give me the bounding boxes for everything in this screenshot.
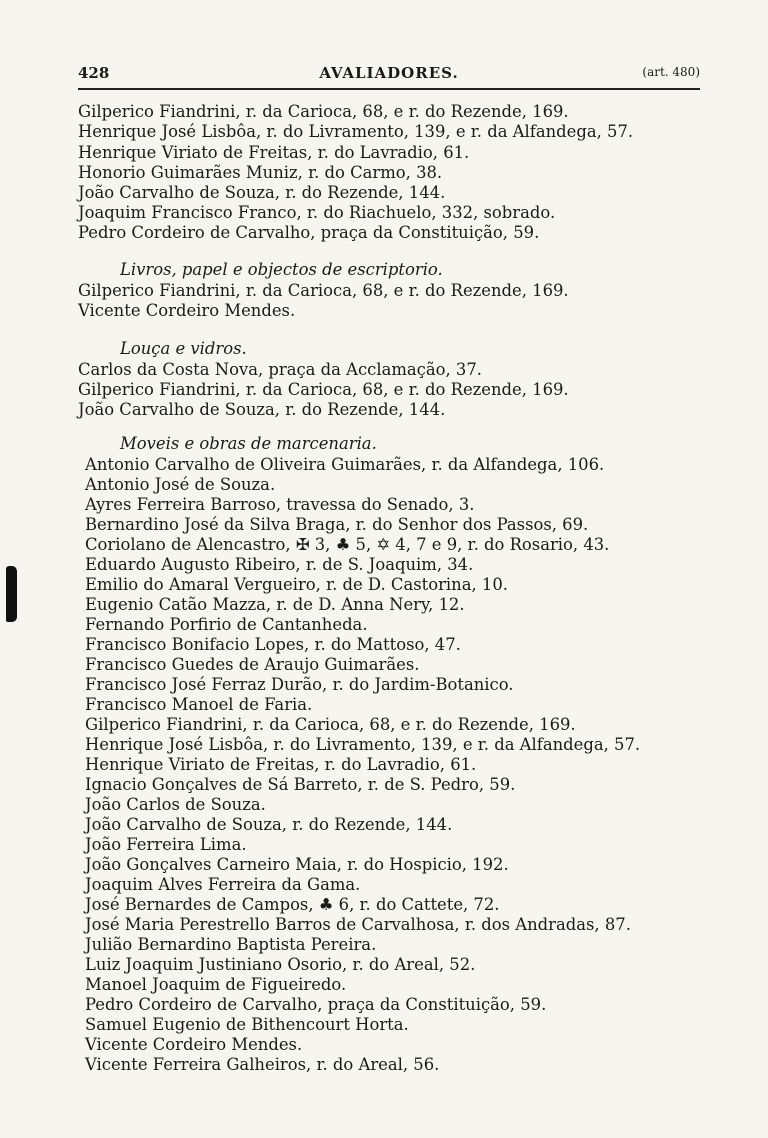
list-item: José Bernardes de Campos, ♣ 6, r. do Cattete, 72.	[85, 895, 500, 914]
header-rule	[78, 88, 700, 90]
list-item: Gilperico Fiandrini, r. da Carioca, 68, e r. do Rezende, 169.	[85, 715, 576, 734]
page-header	[78, 64, 700, 86]
list-item: Eugenio Catão Mazza, r. de D. Anna Nery, 12.	[85, 595, 465, 614]
list-item: Antonio José de Souza.	[85, 475, 276, 494]
list-item: Vicente Ferreira Galheiros, r. do Areal, 56.	[85, 1055, 440, 1074]
list-item: Henrique José Lisbôa, r. do Livramento, 139, e r. da Alfandega, 57.	[78, 122, 634, 141]
list-item: Vicente Cordeiro Mendes.	[78, 301, 296, 320]
list-item: João Carvalho de Souza, r. do Rezende, 144.	[85, 815, 453, 834]
list-item: João Carlos de Souza.	[85, 795, 266, 814]
list-item: Henrique Viriato de Freitas, r. do Lavradio, 61.	[85, 755, 477, 774]
section-heading-livros: Livros, papel e objectos de escriptorio.	[120, 260, 443, 279]
running-title: AVALIADORES.	[319, 64, 459, 82]
list-item: Gilperico Fiandrini, r. da Carioca, 68, e r. do Rezende, 169.	[78, 281, 569, 300]
list-item: João Ferreira Lima.	[85, 835, 247, 854]
list-item: Julião Bernardino Baptista Pereira.	[85, 935, 377, 954]
list-item: João Carvalho de Souza, r. do Rezende, 144.	[78, 400, 446, 419]
list-item: Luiz Joaquim Justiniano Osorio, r. do Areal, 52.	[85, 955, 476, 974]
list-item: João Gonçalves Carneiro Maia, r. do Hospicio, 192.	[85, 855, 509, 874]
list-item: Ayres Ferreira Barroso, travessa do Senado, 3.	[85, 495, 475, 514]
list-item: Ignacio Gonçalves de Sá Barreto, r. de S. Pedro, 59.	[85, 775, 516, 794]
list-item: Vicente Cordeiro Mendes.	[85, 1035, 303, 1054]
section-heading-louca: Louça e vidros.	[120, 339, 247, 358]
list-item: Fernando Porfirio de Cantanheda.	[85, 615, 368, 634]
list-item: Joaquim Francisco Franco, r. do Riachuelo, 332, sobrado.	[78, 203, 556, 222]
list-item: Gilperico Fiandrini, r. da Carioca, 68, e r. do Rezende, 169.	[78, 102, 569, 121]
section-heading-moveis: Moveis e obras de marcenaria.	[120, 434, 377, 453]
list-item: Joaquim Alves Ferreira da Gama.	[85, 875, 361, 894]
list-item: Antonio Carvalho de Oliveira Guimarães, r. da Alfandega, 106.	[85, 455, 605, 474]
list-item: Eduardo Augusto Ribeiro, r. de S. Joaquim, 34.	[85, 555, 474, 574]
list-item: Francisco Bonifacio Lopes, r. do Mattoso, 47.	[85, 635, 461, 654]
binding-mark	[6, 566, 17, 622]
list-item: José Maria Perestrello Barros de Carvalhosa, r. dos Andradas, 87.	[85, 915, 631, 934]
list-item: Honorio Guimarães Muniz, r. do Carmo, 38.	[78, 163, 443, 182]
list-item: Bernardino José da Silva Braga, r. do Senhor dos Passos, 69.	[85, 515, 589, 534]
list-item: Gilperico Fiandrini, r. da Carioca, 68, e r. do Rezende, 169.	[78, 380, 569, 399]
list-item: Carlos da Costa Nova, praça da Acclamação, 37.	[78, 360, 482, 379]
list-item: Pedro Cordeiro de Carvalho, praça da Constituição, 59.	[78, 223, 540, 242]
list-item: Manoel Joaquim de Figueiredo.	[85, 975, 347, 994]
list-item: Henrique José Lisbôa, r. do Livramento, 139, e r. da Alfandega, 57.	[85, 735, 641, 754]
list-item: João Carvalho de Souza, r. do Rezende, 144.	[78, 183, 446, 202]
page-number: 428	[78, 64, 110, 82]
list-item: Henrique Viriato de Freitas, r. do Lavradio, 61.	[78, 143, 470, 162]
list-item: Emilio do Amaral Vergueiro, r. de D. Castorina, 10.	[85, 575, 508, 594]
list-item: Francisco José Ferraz Durão, r. do Jardim-Botanico.	[85, 675, 514, 694]
list-item: Coriolano de Alencastro, ✠ 3, ♣ 5, ✡ 4, 7 e 9, r. do Rosario, 43.	[85, 535, 610, 554]
list-item: Francisco Manoel de Faria.	[85, 695, 313, 714]
article-reference: (art. 480)	[642, 65, 700, 79]
list-item: Samuel Eugenio de Bithencourt Horta.	[85, 1015, 409, 1034]
list-item: Pedro Cordeiro de Carvalho, praça da Constituição, 59.	[85, 995, 547, 1014]
list-item: Francisco Guedes de Araujo Guimarães.	[85, 655, 420, 674]
